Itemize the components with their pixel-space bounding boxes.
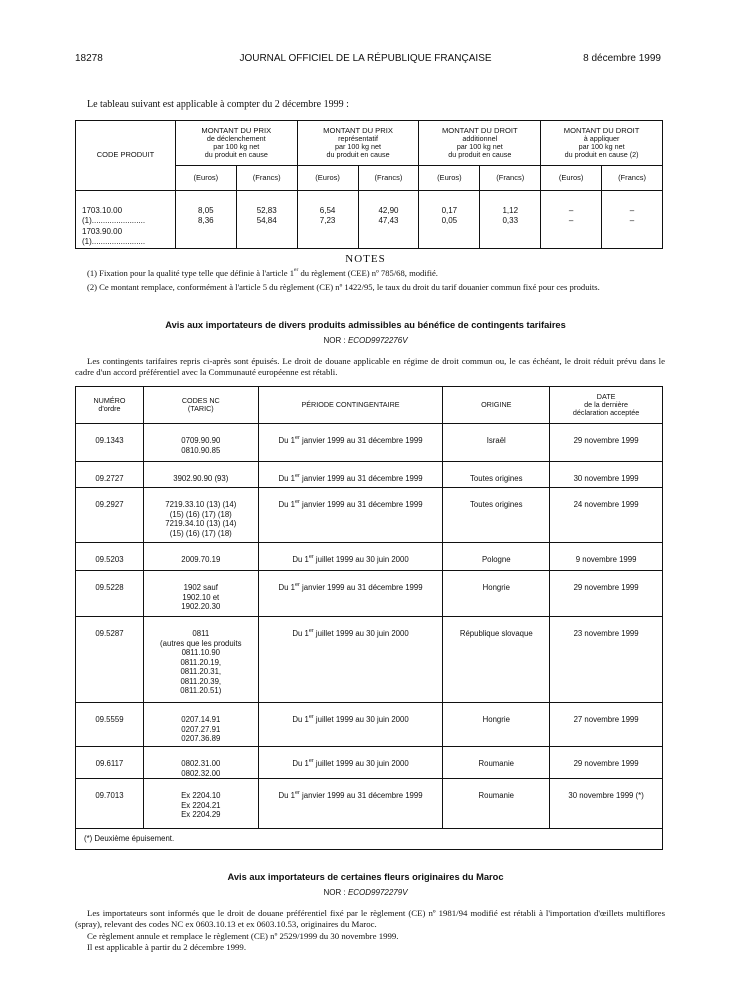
origine-cell: Pologne — [443, 543, 550, 571]
origine-cell: Israël — [443, 424, 550, 462]
group-header: MONTANT DU PRIX de déclenchement par 100 kg net du produit en cause — [175, 121, 297, 166]
origine-cell: Roumanie — [443, 747, 550, 779]
unit-euros: (Euros) — [175, 166, 236, 191]
numero-cell: 09.1343 — [76, 424, 144, 462]
notice-paragraph: Les importateurs sont informés que le droit de douane préférentiel fixé par le règlement (CE) nº 1981/94 modifié est rétabli à l'importation d'œillets multiflores (spray), relevant des codes NC ex 0603.10.13 et ex 0603.10.53, originaires du Maroc. — [75, 908, 665, 929]
nc-code: 0810.90.85 — [181, 445, 221, 455]
header-origine: ORIGINE — [443, 387, 550, 424]
value-cell: – – — [541, 206, 602, 248]
unit-francs: (Francs) — [602, 166, 663, 191]
origine-cell: Roumanie — [443, 779, 550, 829]
codes-cell — [143, 543, 258, 571]
periode-cell: Du 1er juillet 1999 au 30 juin 2000 — [258, 703, 443, 747]
unit-euros: (Euros) — [419, 166, 480, 191]
notice-title: Avis aux importateurs de divers produits admissibles au bénéfice de contingents tarifaires — [165, 320, 566, 330]
nc-code: 1902.10 et — [182, 592, 220, 602]
numero-cell: 09.5559 — [76, 703, 144, 747]
table-row — [76, 703, 663, 747]
date-cell: 30 novembre 1999 — [550, 462, 663, 488]
header-numero: NUMÉRO d'ordre — [76, 387, 144, 424]
nc-code: 0811.20.51) — [180, 686, 222, 695]
unit-euros: (Euros) — [297, 166, 358, 191]
nc-code: 0709.90.90 — [181, 436, 221, 445]
group-header: MONTANT DU PRIX représentatif par 100 kg net du produit en cause — [297, 121, 419, 166]
codes-cell — [143, 617, 258, 703]
value-cell: 0,17 0,05 — [419, 206, 480, 248]
codes-cell — [143, 571, 258, 617]
nor-reference: NOR : ECOD9972279V — [323, 888, 408, 897]
date-cell: 24 novembre 1999 — [550, 488, 663, 543]
nc-code: 0207.27.91 — [181, 724, 221, 734]
header-codes: CODES NC (TARIC) — [143, 387, 258, 424]
date-cell: 27 novembre 1999 — [550, 703, 663, 747]
codes-cell — [143, 488, 258, 543]
date-cell: 30 novembre 1999 (*) — [550, 779, 663, 829]
date-cell: 23 novembre 1999 — [550, 617, 663, 703]
numero-cell: 09.5203 — [76, 543, 144, 571]
date-cell: 29 novembre 1999 — [550, 571, 663, 617]
origine-cell: Hongrie — [443, 703, 550, 747]
issue-date: 8 décembre 1999 — [583, 53, 661, 64]
notice-line: Ce règlement annule et remplace le règlement (CE) nº 2529/1999 du 30 novembre 1999. — [87, 931, 399, 941]
numero-cell: 09.2927 — [76, 488, 144, 543]
value-cell: 6,54 7,23 — [297, 206, 358, 248]
table-row — [76, 543, 663, 571]
nc-code: 0207.36.89 — [181, 734, 221, 743]
nc-code: 0802.31.00 — [181, 759, 221, 768]
value-cell: 1,12 0,33 — [480, 206, 541, 248]
periode-cell: Du 1er janvier 1999 au 31 décembre 1999 — [258, 488, 443, 543]
codes-cell — [143, 703, 258, 747]
price-table — [75, 120, 663, 249]
header-periode: PÉRIODE CONTINGENTAIRE — [258, 387, 443, 424]
table-row — [76, 424, 663, 462]
value-cell: 8,05 8,36 — [175, 206, 236, 248]
code-produit-header: CODE PRODUIT — [76, 121, 176, 191]
periode-cell: Du 1er juillet 1999 au 30 juin 2000 — [258, 617, 443, 703]
table-row — [76, 488, 663, 543]
codes-cell — [143, 424, 258, 462]
unit-francs: (Francs) — [358, 166, 419, 191]
nc-code: 7219.34.10 (13) (14) — [165, 519, 237, 528]
table-footnote: (*) Deuxième épuisement. — [76, 829, 663, 850]
table-row — [76, 747, 663, 779]
origine-cell: Toutes origines — [443, 488, 550, 543]
nor-reference: NOR : ECOD9972276V — [323, 336, 408, 345]
group-header: MONTANT DU DROIT à appliquer par 100 kg net du produit en cause (2) — [541, 121, 663, 166]
periode-cell: Du 1er janvier 1999 au 31 décembre 1999 — [258, 779, 443, 829]
value-cell: 52,83 54,84 — [236, 206, 297, 248]
numero-cell: 09.7013 — [76, 779, 144, 829]
nc-code: 2009.70.19 — [181, 555, 221, 564]
group-header: MONTANT DU DROIT additionnel par 100 kg net du produit en cause — [419, 121, 541, 166]
table-row — [76, 571, 663, 617]
notice-paragraph: Les contingents tarifaires repris ci-après sont épuisés. Le droit de douane applicable en régime de droit commun ou, le cas échéant, le droit réduit prévu dans le cadre d'un accord préférentiel avec la Communauté européenne est rétabli. — [75, 356, 665, 377]
nc-code: Ex 2204.21 — [181, 800, 221, 810]
date-cell: 9 novembre 1999 — [550, 543, 663, 571]
codes-cell — [143, 747, 258, 779]
nc-code: 0811.10.90 — [181, 648, 221, 657]
periode-cell: Du 1er juillet 1999 au 30 juin 2000 — [258, 747, 443, 779]
notes-title: NOTES — [345, 253, 386, 265]
numero-cell: 09.6117 — [76, 747, 144, 779]
nc-code: 1902 sauf — [183, 583, 218, 592]
codes-cell — [143, 779, 258, 829]
nc-code: 0802.32.00 — [181, 768, 221, 778]
nc-code: Ex 2204.29 — [181, 810, 221, 819]
journal-title: JOURNAL OFFICIEL DE LA RÉPUBLIQUE FRANÇAISE — [239, 53, 492, 64]
nc-code: (15) (16) (17) (18) — [169, 509, 232, 519]
nc-code: 1902.20.30 — [181, 602, 221, 611]
unit-francs: (Francs) — [480, 166, 541, 191]
periode-cell: Du 1er janvier 1999 au 31 décembre 1999 — [258, 571, 443, 617]
unit-euros: (Euros) — [541, 166, 602, 191]
periode-cell: Du 1er janvier 1999 au 31 décembre 1999 — [258, 424, 443, 462]
origine-cell: Toutes origines — [443, 462, 550, 488]
quota-table — [75, 386, 663, 850]
product-codes: 1703.10.00 (1)........................ 1703.90.00 (1)........................ — [76, 206, 176, 248]
nc-code: (15) (16) (17) (18) — [169, 528, 232, 538]
value-cell: 42,90 47,43 — [358, 206, 419, 248]
note-2: (2) Ce montant remplace, conformément à l'article 5 du règlement (CE) nº 1422/95, le taux du droit du tarif douanier commun fixé pour ces produits. — [87, 282, 600, 292]
origine-cell: République slovaque — [443, 617, 550, 703]
table-row — [76, 462, 663, 488]
nc-code: 0207.14.91 — [181, 715, 221, 724]
note-1: (1) Fixation pour la qualité type telle que définie à l'article 1er du règlement (CEE) nº 785/68, modifié. — [87, 267, 438, 278]
nc-code: (autres que les produits — [160, 638, 242, 648]
nc-code: 0811.20.39, — [180, 676, 222, 686]
unit-francs: (Francs) — [236, 166, 297, 191]
codes-cell — [143, 462, 258, 488]
origine-cell: Hongrie — [443, 571, 550, 617]
numero-cell: 09.5228 — [76, 571, 144, 617]
page-number: 18278 — [75, 53, 103, 64]
nc-code: 0811.20.31, — [180, 667, 222, 676]
nc-code: Ex 2204.10 — [181, 791, 221, 800]
numero-cell: 09.2727 — [76, 462, 144, 488]
notice-line: Il est applicable à partir du 2 décembre 1999. — [87, 942, 247, 952]
intro-text: Le tableau suivant est applicable à compter du 2 décembre 1999 : — [87, 99, 349, 110]
date-cell: 29 novembre 1999 — [550, 747, 663, 779]
date-cell: 29 novembre 1999 — [550, 424, 663, 462]
nc-code: 0811 — [192, 629, 210, 638]
numero-cell: 09.5287 — [76, 617, 144, 703]
notice-title: Avis aux importateurs de certaines fleurs originaires du Maroc — [227, 872, 504, 882]
nc-code: 7219.33.10 (13) (14) — [165, 500, 237, 509]
table-row — [76, 617, 663, 703]
nc-code: 0811.20.19, — [180, 657, 222, 667]
nc-code: 3902.90.90 (93) — [173, 474, 229, 483]
periode-cell: Du 1er janvier 1999 au 31 décembre 1999 — [258, 462, 443, 488]
table-row — [76, 779, 663, 829]
periode-cell: Du 1er juillet 1999 au 30 juin 2000 — [258, 543, 443, 571]
value-cell: – – — [602, 206, 663, 248]
header-date: DATE de la dernière déclaration acceptée — [550, 387, 663, 424]
